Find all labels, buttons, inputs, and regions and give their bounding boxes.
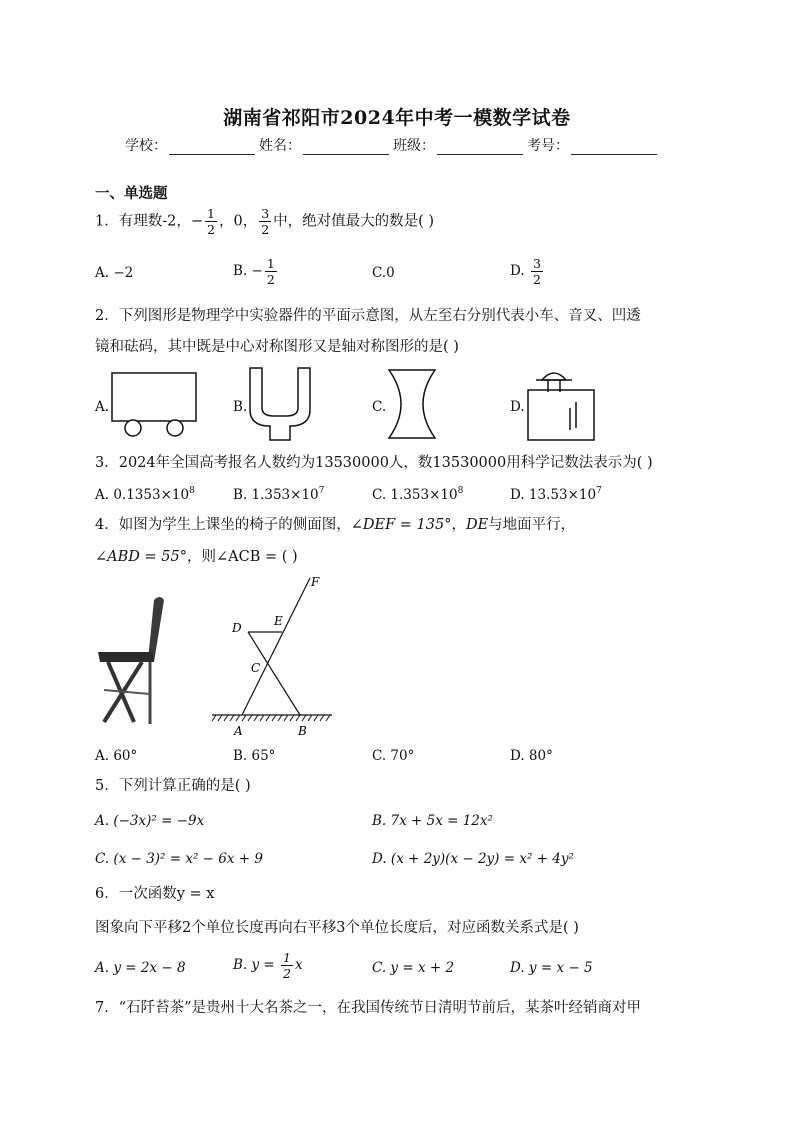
q3-option-a[interactable]: A. $0.1353\times 10^8$ — [95, 486, 195, 503]
q1-minus: − — [190, 213, 204, 230]
label-f: F — [311, 575, 320, 589]
q2-line-1: 2．下列图形是物理学中实验器件的平面示意图，从左至右分别代表小车、音叉、凹透 — [95, 308, 641, 324]
q2-option-d[interactable]: D. — [510, 399, 525, 415]
exam-no-label: 考号： — [527, 138, 569, 154]
label-c: C — [251, 661, 261, 675]
q4-option-c[interactable]: C. 70° — [372, 748, 415, 764]
label-b: B — [298, 724, 307, 738]
q1-option-c[interactable]: C.0 — [372, 265, 395, 281]
question-3: 3．2024年全国高考报名人数约为13530000人，数13530000用科学记数法表示为( ) — [95, 455, 653, 471]
student-info-row — [125, 135, 659, 155]
q3-option-b[interactable]: B. $1.353\times 10^7$ — [233, 486, 325, 503]
q2-option-a[interactable]: A. — [95, 399, 110, 415]
q1-frac-three-halves: $\frac{3}{2}$ — [261, 206, 270, 237]
q5-option-d[interactable]: D. (x + 2y)(x − 2y) = x² + 4y² — [372, 851, 574, 867]
q2-option-c[interactable]: C. — [372, 399, 387, 415]
cart-figure — [108, 368, 202, 440]
q2-line-2: 镜和砝码，其中既是中心对称图形又是轴对称图形的是( ) — [95, 339, 459, 355]
q5-option-c[interactable]: C. (x − 3)² = x² − 6x + 9 — [95, 851, 263, 867]
chair-seat — [98, 652, 154, 662]
q4-option-a[interactable]: A. 60° — [95, 748, 138, 764]
q4-line-1: 4．如图为学生上课坐的椅子的侧面图，∠DEF = 135°，DE与地面平行， — [95, 517, 576, 533]
q1-frac-neg-half: $\frac{1}{2}$ — [207, 206, 215, 237]
q1-option-a[interactable]: A. −2 — [95, 265, 134, 281]
weight-figure — [522, 362, 602, 444]
chair-geometry-diagram — [210, 574, 338, 738]
q6-option-c[interactable]: C. y = x + 2 — [372, 960, 455, 976]
weight-body — [528, 390, 594, 440]
school-label: 学校： — [125, 138, 167, 154]
q6-option-d[interactable]: D. y = x − 5 — [510, 960, 593, 976]
concave-lens-outline — [389, 370, 435, 438]
label-e: E — [274, 614, 283, 628]
name-label: 姓名： — [259, 138, 301, 154]
question-5: 5．下列计算正确的是( ) — [95, 778, 251, 794]
q3-option-d[interactable]: D. $13.53\times 10^7$ — [510, 486, 602, 503]
exam-no-blank — [571, 138, 657, 155]
q4-line-2: ∠ABD = 55°，则∠ACB = ( ) — [95, 549, 298, 565]
q1-option-b[interactable]: B. − $\frac{1}{2}$ — [233, 256, 275, 287]
question-1 — [95, 206, 434, 237]
q1-option-d[interactable]: D. $\frac{3}{2}$ — [510, 256, 541, 287]
concave-lens-figure — [385, 366, 441, 442]
segment-af — [242, 578, 310, 715]
cart-wheel-right — [167, 420, 183, 436]
q6-option-b[interactable]: B. y = $\frac{1}{2}$ x — [233, 950, 303, 981]
ground-hatching — [212, 715, 330, 721]
q4-option-b[interactable]: B. 65° — [233, 748, 276, 764]
label-a: A — [234, 724, 243, 738]
q4-option-d[interactable]: D. 80° — [510, 748, 553, 764]
q6-line-1: 6．一次函数y = x — [95, 886, 215, 902]
q3-option-c[interactable]: C. $1.353\times 10^8$ — [372, 486, 464, 503]
page-title: 湖南省祁阳市2024年中考一模数学试卷 — [223, 107, 571, 129]
q1-text-mid: ，0， — [218, 213, 258, 230]
tuning-fork-figure — [244, 364, 324, 444]
weight-knob — [542, 373, 566, 380]
cart-body — [112, 373, 196, 421]
q5-option-b[interactable]: B. 7x + 5x = 12x² — [372, 813, 493, 829]
cart-wheel-left — [125, 420, 141, 436]
q5-option-a[interactable]: A. (−3x)² = −9x — [95, 813, 205, 829]
chair-photo — [94, 590, 174, 730]
label-d: D — [232, 621, 242, 635]
class-label: 班级： — [393, 138, 435, 154]
class-blank — [437, 138, 523, 155]
school-blank — [169, 138, 255, 155]
q1-text-pre: 1．有理数-2， — [95, 213, 191, 230]
tuning-fork-outline — [250, 368, 310, 440]
q6-option-a[interactable]: A. y = 2x − 8 — [95, 960, 186, 976]
q6-line-2: 图象向下平移2个单位长度再向右平移3个单位长度后，对应函数关系式是( ) — [95, 920, 579, 936]
name-blank — [303, 138, 389, 155]
q2-option-b[interactable]: B. — [233, 399, 248, 415]
q1-text-post: 中，绝对值最大的数是( ) — [273, 213, 435, 230]
section-heading: 一、单选题 — [95, 185, 168, 202]
q7-line-1: 7．“石阡苔茶”是贵州十大名茶之一，在我国传统节日清明节前后，某茶叶经销商对甲 — [95, 1000, 642, 1016]
